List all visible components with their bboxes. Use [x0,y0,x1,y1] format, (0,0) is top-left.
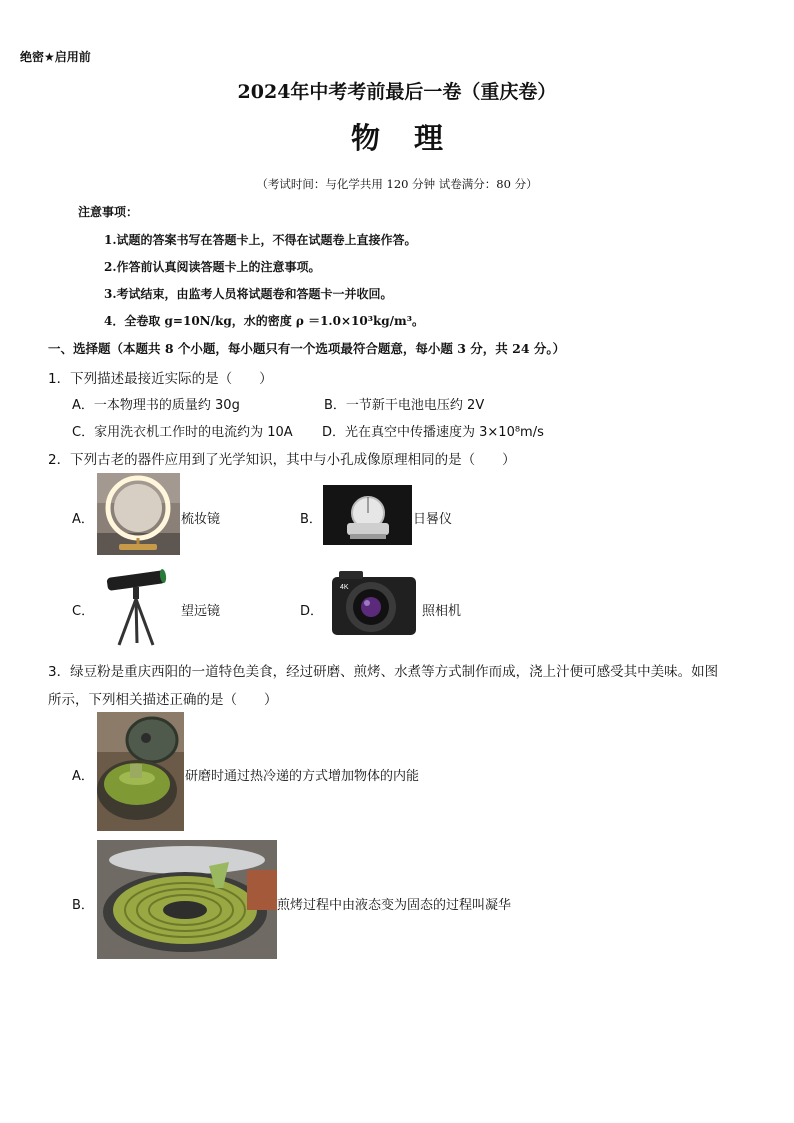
note-item: 4．全卷取 g=10N/kg，水的密度 ρ ＝1.0×10³kg/m³。 [104,314,424,328]
sundial-image [323,485,412,545]
q3-option-b-label: 煎烤过程中由液态变为固态的过程叫凝华 [277,898,512,913]
camera-badge: 4K [340,584,349,591]
q3-option-b-letter: B． [72,898,94,913]
q2-option-a-letter: A． [72,512,94,527]
question-3-stem-line2: 所示，下列相关描述正确的是（ ） [48,692,278,708]
telescope-image [97,565,180,648]
question-2-stem: 2．下列古老的器件应用到了光学知识，其中与小孔成像原理相同的是（ ） [48,452,516,468]
camera-image [329,565,419,648]
note-item: 3.考试结束，由监考人员将试题卷和答题卡一并收回。 [104,287,393,301]
note-item: 2.作答前认真阅读答题卡上的注意事项。 [104,260,321,274]
q2-option-c-letter: C． [72,604,95,619]
q2-option-a-label: 梳妆镜 [181,512,221,527]
q1-option-d: D．光在真空中传播速度为 3×10⁸m/s [322,425,544,440]
q2-option-d-letter: D． [300,604,324,619]
vanity-mirror-image [97,473,180,555]
secret-label: 绝密★启用前 [20,50,91,64]
q3-option-a-letter: A． [72,769,94,784]
q3-option-a-label: 研磨时通过热冷递的方式增加物体的内能 [185,769,420,784]
q1-option-a: A．一本物理书的质量约 30g [72,398,240,413]
notes-heading: 注意事项： [78,205,139,219]
griddle-image [97,840,277,959]
stone-mill-image [97,712,184,831]
exam-meta: （考试时间：与化学共用 120 分钟 试卷满分：80 分） [256,177,538,191]
section-heading: 一、选择题（本题共 8 个小题，每小题只有一个选项最符合题意，每小题 3 分，共 24 分。） [48,341,566,356]
q1-option-b: B．一节新干电池电压约 2V [324,398,485,413]
question-1-stem: 1．下列描述最接近实际的是（ ） [48,371,273,387]
q2-option-c-label: 望远镜 [181,604,221,619]
subject-title: 物理 [350,121,477,155]
question-3-stem-line1: 3．绿豆粉是重庆西阳的一道特色美食，经过研磨、煎烤、水煮等方式制作而成，浇上汁便可感受其中美味。如图 [48,664,719,680]
q2-option-d-label: 照相机 [422,604,462,619]
q1-option-c: C．家用洗衣机工作时的电流约为 10A [72,425,293,440]
q2-option-b-letter: B． [300,512,322,527]
note-item: 1.试题的答案书写在答题卡上，不得在试题卷上直接作答。 [104,233,417,247]
q2-option-b-label: 日晷仪 [413,512,453,527]
exam-title: 2024年中考考前最后一卷（重庆卷） [237,81,557,103]
